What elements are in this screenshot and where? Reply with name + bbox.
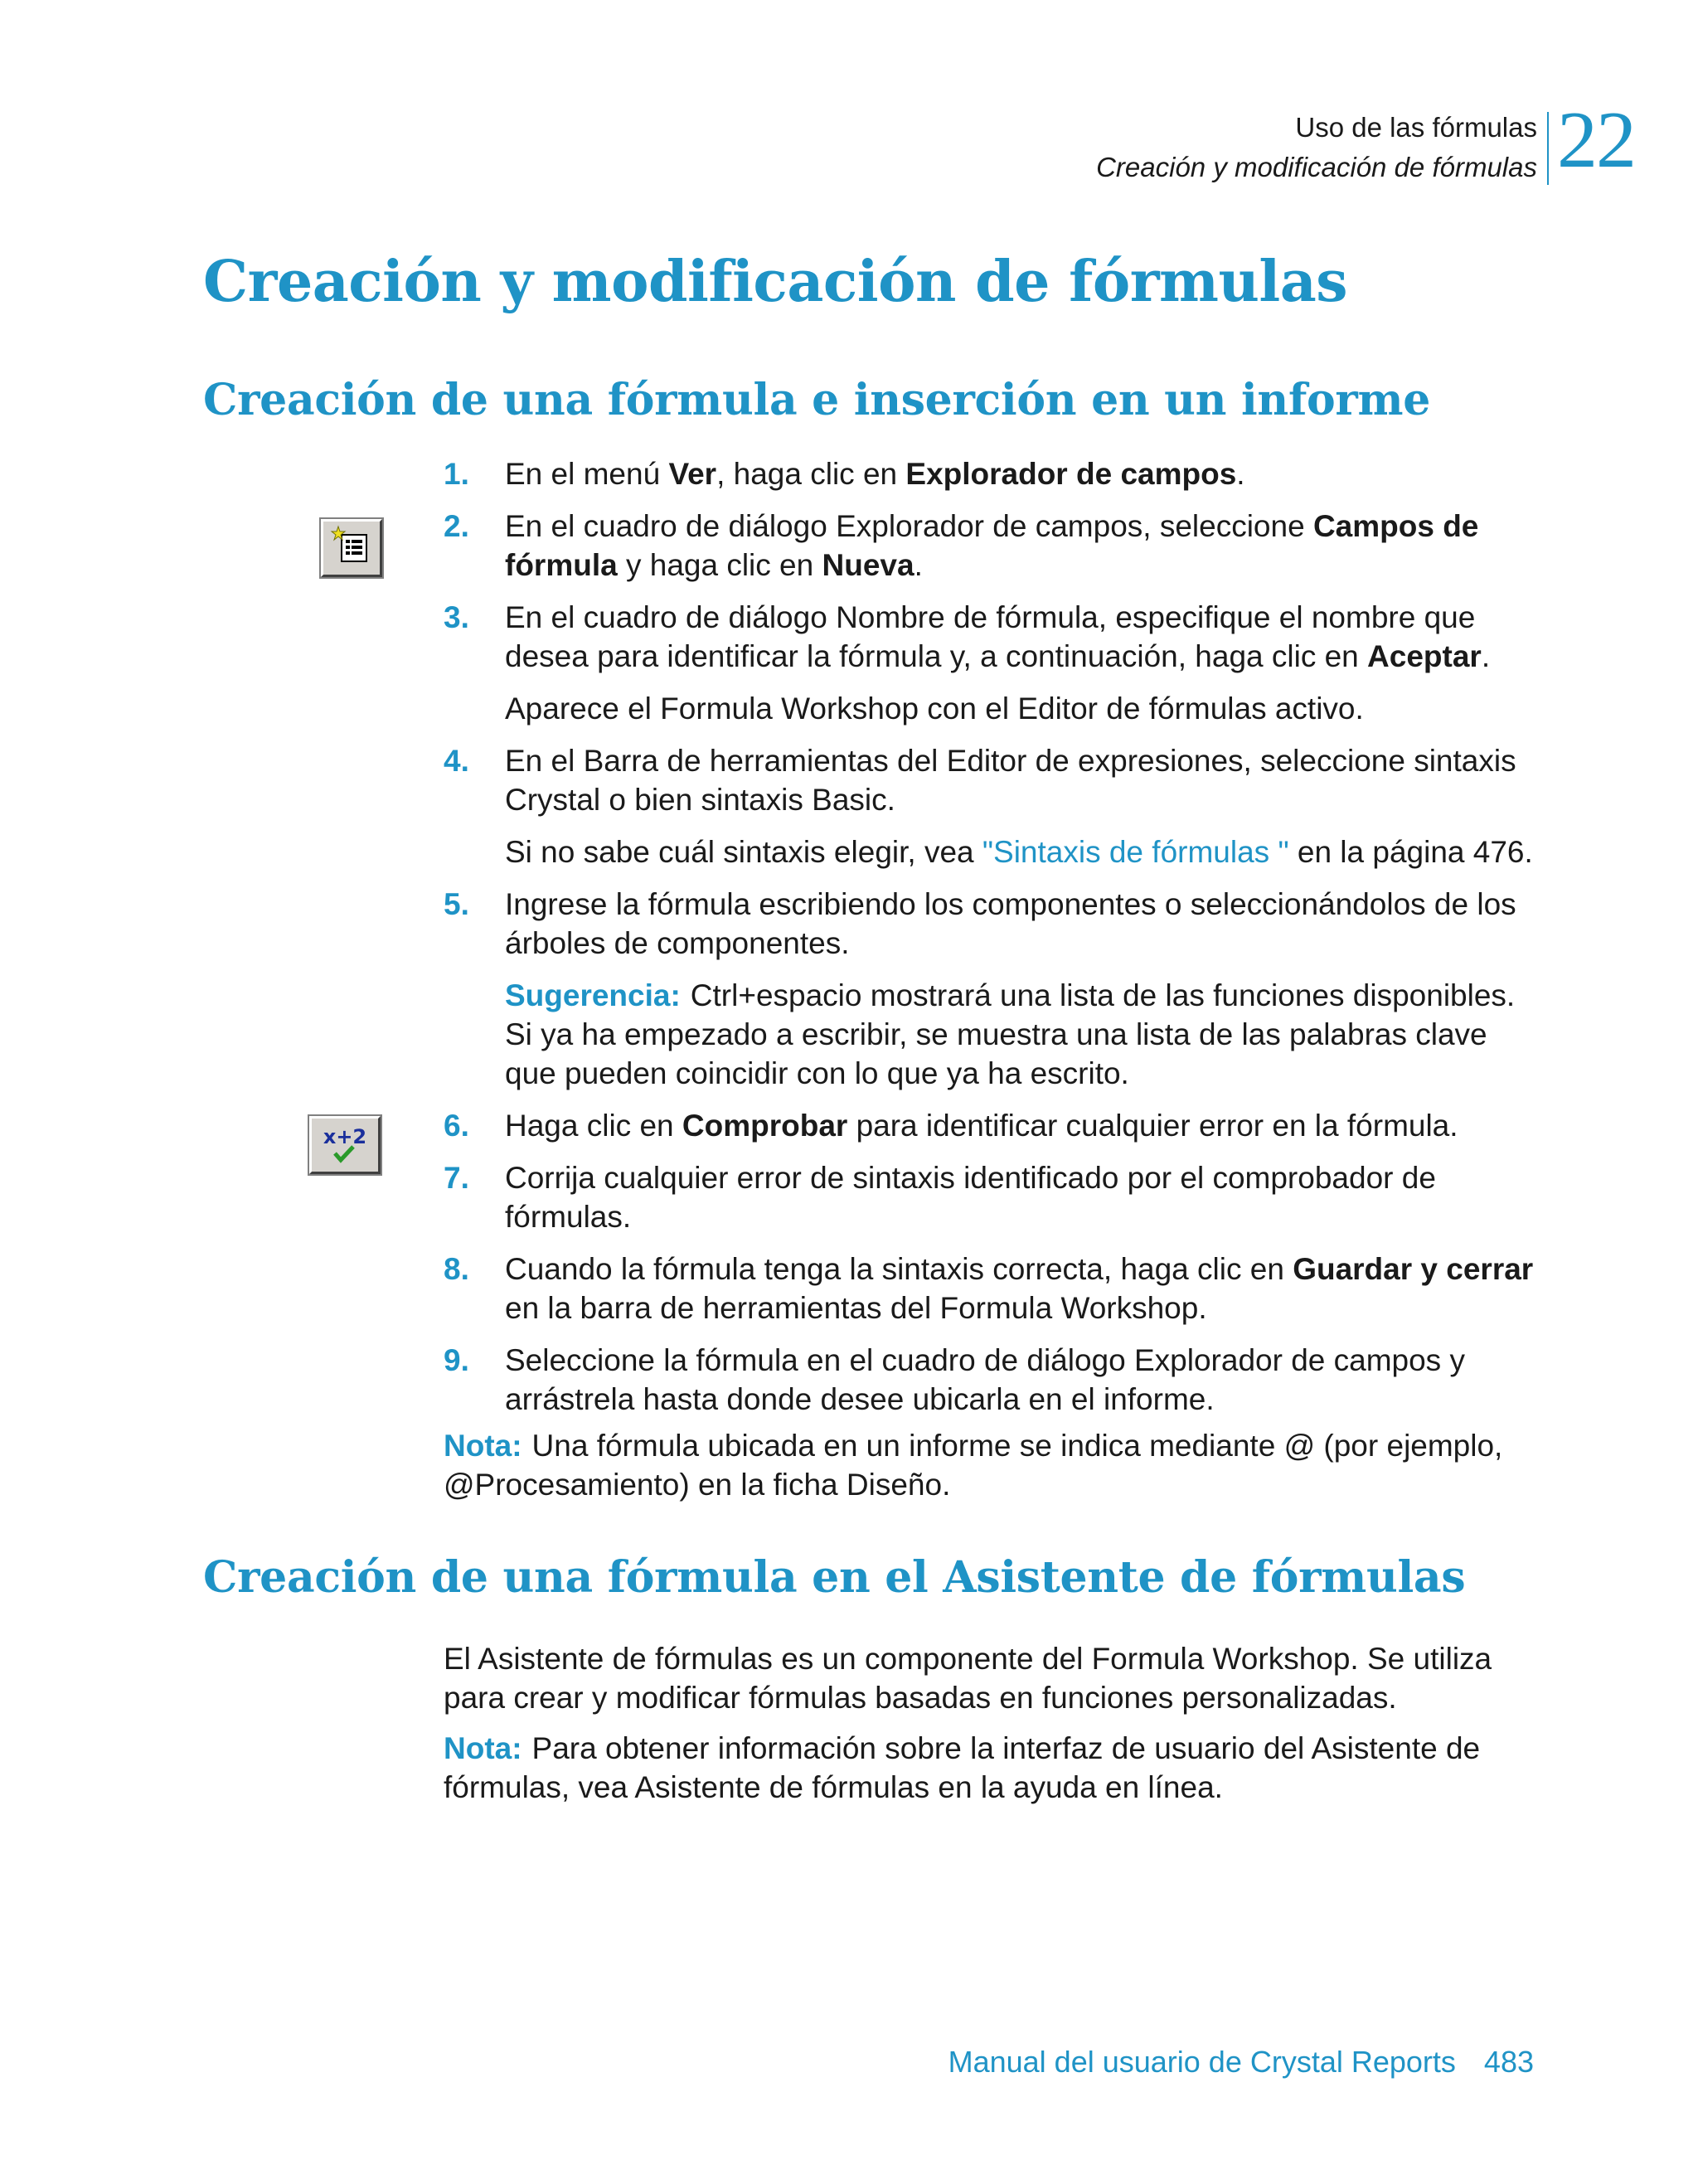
list-item [444,454,1538,493]
step-text: En el cuadro de diálogo Nombre de fórmula, especifique el nombre que desea para identificar la fórmula y, a continuación, haga clic en Aceptar. [505,600,1491,673]
step-number: 9. [444,1343,469,1377]
note-label: Nota: [444,1731,522,1765]
list-item [444,507,1538,585]
list-item [444,1341,1538,1419]
step-text: Corrija cualquier error de sintaxis identificado por el comprobador de fórmulas. [505,1161,1436,1234]
steps-list [444,454,1538,1432]
svg-text:x+2: x+2 [323,1125,367,1148]
manual-title: Manual del usuario de Crystal Reports [948,2045,1456,2079]
step-text: En el menú Ver, haga clic en Explorador de campos. [505,457,1245,491]
step-text: Ingrese la fórmula escribiendo los componentes o seleccionándolos de los árboles de componentes. [505,887,1516,960]
step-number: 5. [444,887,469,921]
tip-label: Sugerencia: [505,978,681,1012]
running-section-title: Creación y modificación de fórmulas [1096,152,1537,182]
step-text: En el Barra de herramientas del Editor de expresiones, seleccione sintaxis Crystal o bien sintaxis Basic. [505,744,1516,817]
section-title-insert-formula: Creación de una fórmula e inserción en un informe [203,375,1430,425]
step-number: 1. [444,457,469,491]
running-head [1096,108,1537,187]
note-label: Nota: [444,1429,522,1463]
list-item [444,1250,1538,1327]
step-number: 2. [444,509,469,543]
chapter-title: Uso de las fórmulas [1295,112,1537,143]
step-number: 6. [444,1109,469,1143]
chapter-divider [1547,112,1549,185]
chapter-number: 22 [1557,95,1635,185]
page-footer [948,2045,1534,2080]
list-item [444,1106,1538,1145]
step-number: 3. [444,600,469,634]
page-title: Creación y modificación de fórmulas [203,249,1348,315]
xref-link-syntax[interactable]: "Sintaxis de fórmulas " [982,835,1289,869]
step-text: En el cuadro de diálogo Explorador de campos, seleccione Campos de fórmula y haga clic en Nueva. [505,509,1479,582]
tip: Sugerencia: Ctrl+espacio mostrará una lista de las funciones disponibles. Si ya ha empezado a escribir, se muestra una lista de las palabras clave que pueden coincidir con lo que ya ha escrito. [505,978,1516,1090]
step-number: 7. [444,1161,469,1195]
list-item [444,1158,1538,1236]
section-intro: El Asistente de fórmulas es un componente del Formula Workshop. Se utiliza para crear y modificar fórmulas basadas en funciones personalizadas. [444,1642,1492,1715]
step-number: 8. [444,1252,469,1286]
field-explorer-icon [321,519,382,577]
step-result: Aparece el Formula Workshop con el Editor de fórmulas activo. [505,692,1364,726]
step-text: Seleccione la fórmula en el cuadro de diálogo Explorador de campos y arrástrela hasta donde desee ubicarla en el informe. [505,1343,1465,1416]
step-text: Cuando la fórmula tenga la sintaxis correcta, haga clic en Guardar y cerrar en la barra de herramientas del Formula Workshop. [505,1252,1534,1325]
step-number: 4. [444,744,469,778]
section-title-formula-expert: Creación de una fórmula en el Asistente de fórmulas [203,1552,1466,1603]
step-note: Si no sabe cuál sintaxis elegir, vea "Sintaxis de fórmulas " en la página 476. [505,835,1533,869]
note-formula-marker: Nota: Una fórmula ubicada en un informe se indica mediante @ (por ejemplo, @Procesamiento) en la ficha Diseño. [444,1429,1503,1502]
list-item [444,885,1538,1093]
list-item [444,598,1538,728]
step-text: Haga clic en Comprobar para identificar cualquier error en la fórmula. [505,1109,1458,1143]
check-formula-icon [309,1116,381,1174]
list-item [444,741,1538,871]
note-formula-expert: Nota: Para obtener información sobre la interfaz de usuario del Asistente de fórmulas, vea Asistente de fórmulas en la ayuda en línea. [444,1731,1481,1804]
page-number: 483 [1483,2045,1534,2079]
